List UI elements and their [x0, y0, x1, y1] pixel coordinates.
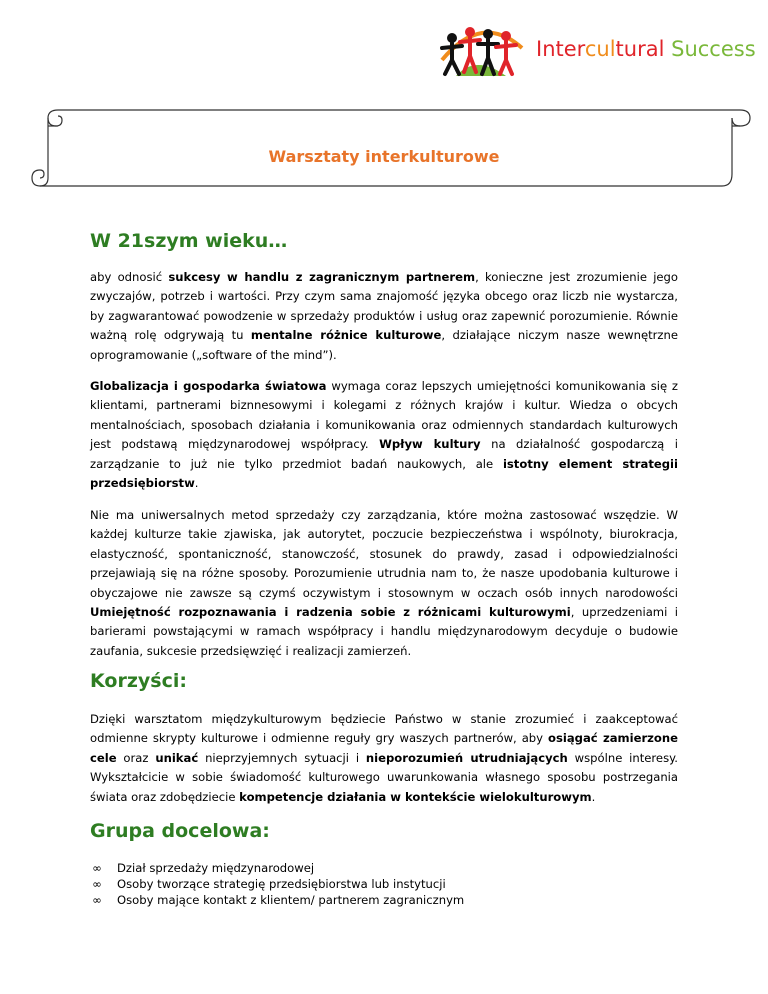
bold-text-run: Umiejętność rozpoznawania i radzenia sobie z różnicami kulturowymi	[90, 605, 571, 620]
text-run: .	[591, 789, 596, 804]
bold-text-run: unikać	[155, 750, 199, 765]
list-item	[90, 892, 678, 908]
text-run: na działalność gospodarczą i zarządzanie to już nie tylko przedmiot badań naukowych, ale	[90, 437, 678, 471]
infinity-bullet-icon: ∞	[92, 893, 102, 907]
bold-text-run: Wpływ kultury	[379, 437, 481, 452]
bold-text-run: nieporozumień utrudniających	[365, 750, 568, 765]
text-run: , konieczne jest zrozumienie jego zwyczajów, potrzeb i wartości. Przy czym sama znajomość języka obcego oraz liczb nie wystarcza, by zagwarantować powodzenie w sprzedaży produktów i usług oraz zapewnić porozumienie. Równie ważną rolę odgrywają tu	[90, 270, 679, 343]
text-run: wspólne interesy. Wykształcicie w sobie świadomość kulturowego uwarunkowania własnego sposobu postrzegania świata oraz zdobędziecie	[90, 750, 678, 804]
text-run: aby odnosić	[90, 270, 169, 284]
logo-text-part: Inter	[536, 37, 585, 61]
bold-text-run: kompetencje działania w kontekście wielokulturowym	[239, 789, 592, 804]
bold-text-run: Globalizacja i gospodarka światowa	[90, 379, 327, 393]
paragraph-intro	[90, 268, 678, 365]
text-run: wymaga coraz lepszych umiejętności komunikowania się z klientami, partnerami biznnesowymi i kolegami z różnych krajów i kultur. Wiedza o obcych mentalnościach, sposobach działania i komunikowania oraz odmiennych standardach kulturowych jest podstawą międzynarodowej współpracy.	[90, 379, 679, 452]
list-item	[90, 876, 678, 892]
text-run: , działające niczym nasze wewnętrzne oprogramowanie („software of the mind”).	[90, 328, 678, 362]
text-run: nieprzyjemnych sytuacji i	[198, 750, 366, 765]
company-logo	[436, 20, 756, 80]
bold-text-run: sukcesy w handlu z zagranicznym partnerem	[168, 270, 476, 284]
logo-text-part: cul	[584, 37, 616, 61]
text-run: , uprzedzeniami i barierami powstającymi w ramach współpracy i handlu międzynarodowym decyduje o budowie zaufania, sukcesie przedsięwzięć i realizacji zamierzeń.	[90, 605, 678, 658]
paragraph-methods	[90, 506, 678, 661]
section-heading-21st-century: W 21szym wieku…	[90, 230, 288, 252]
target-group-list	[90, 860, 678, 908]
section-heading-benefits: Korzyści:	[90, 670, 187, 692]
text-run: Dzięki warsztatom międzykulturowym będziecie Państwo w stanie zrozumieć i zaakceptować odmienne skrypty kulturowe i odmienne reguły gry waszych partnerów, aby	[90, 712, 678, 746]
text-run: .	[194, 476, 199, 491]
infinity-bullet-icon: ∞	[92, 877, 102, 891]
bold-text-run: mentalne różnice kulturowe	[250, 328, 442, 343]
list-item-text: Osoby tworzące strategię przedsiębiorstwa lub instytucji	[117, 877, 446, 891]
text-run: oraz	[116, 750, 156, 765]
logo-wordmark	[536, 36, 756, 62]
banner-title: Warsztaty interkulturowe	[268, 147, 500, 166]
list-item-text: Osoby mające kontakt z klientem/ partnerem zagranicznym	[117, 893, 465, 907]
list-item	[90, 860, 678, 876]
section-heading-target-group: Grupa docelowa:	[90, 820, 270, 842]
infinity-bullet-icon: ∞	[92, 861, 102, 875]
people-logo-icon	[436, 20, 528, 78]
bold-text-run: istotny element strategii przedsiębiorstw	[90, 456, 679, 491]
list-item-text: Dział sprzedaży międzynarodowej	[117, 861, 315, 875]
paragraph-benefits	[90, 710, 678, 807]
paragraph-globalization	[90, 377, 678, 493]
bold-text-run: osiągać zamierzone cele	[90, 731, 678, 765]
logo-text-part: Success	[664, 37, 756, 61]
text-run: Nie ma uniwersalnych metod sprzedaży czy zarządzania, które można zastosować wszędzie. W każdej kulturze takie zjawiska, jak autorytet, poczucie bezpieczeństwa i wspólnoty, biurokracja, elastyczność, spontaniczność, stanowczość, stosunek do prawdy, zasad i odpowiedzialności przejawiają się na różne sposoby. Porozumienie utrudnia nam to, że nasze upodobania kulturowe i obyczajowe nie zawsze są czymś oczywistym i stosownym w oczach osób innych narodowości	[90, 508, 678, 600]
logo-text-part: tural	[615, 37, 665, 61]
